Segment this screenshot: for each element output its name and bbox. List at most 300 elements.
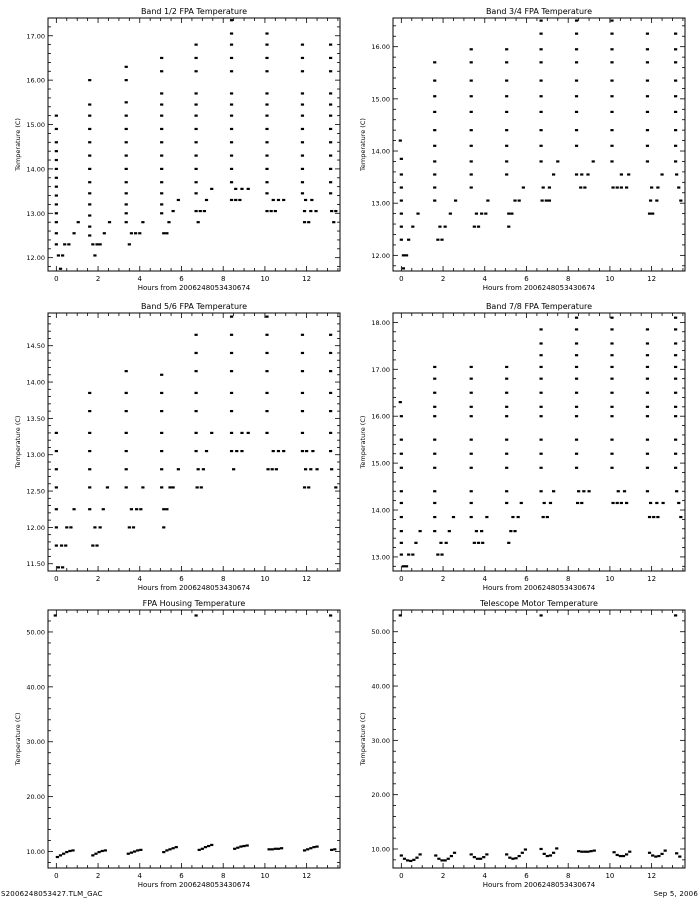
data-point xyxy=(481,542,484,544)
data-point xyxy=(470,516,473,518)
data-point xyxy=(301,432,304,434)
data-point xyxy=(88,168,91,170)
data-point xyxy=(305,450,308,452)
data-point xyxy=(507,213,510,215)
data-point xyxy=(172,847,175,849)
data-point xyxy=(470,467,473,469)
data-point xyxy=(579,186,582,188)
x-tick-label: 8 xyxy=(565,275,571,283)
data-point xyxy=(55,177,58,179)
data-point xyxy=(265,70,268,72)
y-tick-label: 40.00 xyxy=(371,682,390,691)
data-point xyxy=(674,354,677,356)
data-point xyxy=(590,850,593,852)
data-point xyxy=(436,239,439,241)
data-point xyxy=(265,316,268,318)
data-point xyxy=(507,542,510,544)
data-point xyxy=(246,844,249,846)
data-point xyxy=(575,328,578,330)
data-point xyxy=(88,486,91,488)
y-axis-label: Temperature (C) xyxy=(359,415,367,469)
data-point xyxy=(160,374,163,376)
data-point xyxy=(505,129,508,131)
data-point xyxy=(610,342,613,344)
data-point xyxy=(60,544,63,546)
data-point xyxy=(55,486,58,488)
data-point xyxy=(477,226,480,228)
data-point xyxy=(400,199,403,201)
x-tick-label: 2 xyxy=(95,275,101,283)
data-point xyxy=(301,70,304,72)
data-point xyxy=(230,168,233,170)
data-point xyxy=(546,855,549,857)
data-point xyxy=(128,243,131,245)
chart-title: FPA Housing Temperature xyxy=(142,599,246,608)
data-point xyxy=(484,213,487,215)
data-point xyxy=(400,854,403,856)
data-point xyxy=(329,181,332,183)
data-point xyxy=(230,115,233,117)
data-point xyxy=(303,849,306,851)
data-point xyxy=(470,145,473,147)
data-point xyxy=(162,508,165,510)
data-point xyxy=(539,406,542,408)
data-point xyxy=(230,370,233,372)
data-point xyxy=(514,857,517,859)
data-point xyxy=(539,95,542,97)
x-tick-label: 4 xyxy=(482,575,488,583)
data-point xyxy=(102,508,105,510)
data-point xyxy=(94,853,97,855)
data-point xyxy=(88,234,91,236)
data-point xyxy=(68,850,71,852)
x-tick-label: 4 xyxy=(137,872,143,880)
data-point xyxy=(399,139,402,141)
plot-frame xyxy=(393,610,685,868)
y-tick-label: 50.00 xyxy=(26,628,45,637)
data-point xyxy=(125,450,128,452)
data-point xyxy=(575,20,578,22)
data-point xyxy=(610,439,613,441)
data-point xyxy=(125,212,128,214)
data-point xyxy=(301,352,304,354)
data-point xyxy=(55,508,58,510)
data-point xyxy=(329,450,332,452)
x-tick-label: 8 xyxy=(220,872,226,880)
data-point xyxy=(399,401,402,403)
data-point xyxy=(402,254,405,256)
data-point xyxy=(280,847,283,849)
data-point xyxy=(301,154,304,156)
y-tick-label: 12.00 xyxy=(371,251,390,260)
data-point xyxy=(580,502,583,504)
data-point xyxy=(505,453,508,455)
data-point xyxy=(162,851,165,853)
data-point xyxy=(400,226,403,228)
data-point xyxy=(440,553,443,555)
y-tick-label: 16.00 xyxy=(371,412,390,421)
data-point xyxy=(125,432,128,434)
data-point xyxy=(575,439,578,441)
data-point xyxy=(521,852,524,854)
data-point xyxy=(329,392,332,394)
data-point xyxy=(329,370,332,372)
data-point xyxy=(449,213,452,215)
data-point xyxy=(272,450,275,452)
data-point xyxy=(125,154,128,156)
y-tick-label: 40.00 xyxy=(26,683,45,692)
data-point xyxy=(586,173,589,175)
data-point xyxy=(329,115,332,117)
chart-panel-4 xyxy=(359,302,685,592)
data-point xyxy=(332,221,335,223)
data-point xyxy=(55,450,58,452)
y-tick-label: 18.00 xyxy=(371,318,390,327)
data-point xyxy=(93,254,96,256)
data-point xyxy=(576,502,579,504)
data-point xyxy=(207,845,210,847)
data-point xyxy=(61,254,64,256)
data-point xyxy=(592,160,595,162)
data-point xyxy=(610,453,613,455)
data-point xyxy=(304,468,307,470)
data-point xyxy=(160,486,163,488)
data-point xyxy=(575,342,578,344)
data-point xyxy=(301,181,304,183)
data-point xyxy=(88,410,91,412)
data-point xyxy=(539,79,542,81)
data-point xyxy=(470,95,473,97)
data-point xyxy=(610,129,613,131)
data-point xyxy=(677,186,680,188)
data-point xyxy=(301,370,304,372)
data-point xyxy=(314,210,317,212)
y-tick-label: 14.00 xyxy=(26,378,45,387)
data-point xyxy=(63,243,66,245)
data-point xyxy=(88,214,91,216)
data-point xyxy=(329,103,332,105)
data-point xyxy=(160,212,163,214)
data-point xyxy=(674,129,677,131)
data-point xyxy=(433,145,436,147)
data-point xyxy=(125,128,128,130)
data-point xyxy=(580,851,583,853)
data-point xyxy=(312,846,315,848)
data-point xyxy=(433,129,436,131)
y-tick-label: 13.00 xyxy=(26,209,45,218)
data-point xyxy=(168,486,171,488)
data-point xyxy=(652,516,655,518)
data-point xyxy=(72,508,75,510)
data-point xyxy=(230,128,233,130)
data-point xyxy=(646,145,649,147)
data-point xyxy=(539,415,542,417)
data-point xyxy=(301,92,304,94)
data-point xyxy=(539,467,542,469)
data-point xyxy=(204,846,207,848)
x-tick-label: 0 xyxy=(399,872,404,880)
data-point xyxy=(275,468,278,470)
data-point xyxy=(651,213,654,215)
plot-frame xyxy=(48,313,340,571)
data-point xyxy=(59,854,62,856)
data-point xyxy=(200,486,203,488)
data-point xyxy=(433,173,436,175)
data-point xyxy=(265,432,268,434)
data-point xyxy=(548,199,551,201)
x-axis-label: Hours from 2006248053430674 xyxy=(482,284,596,292)
data-point xyxy=(656,186,659,188)
data-point xyxy=(125,141,128,143)
data-point xyxy=(333,848,336,850)
x-tick-label: 10 xyxy=(260,575,270,583)
data-point xyxy=(625,502,628,504)
data-point xyxy=(277,450,280,452)
data-point xyxy=(646,111,649,113)
data-point xyxy=(648,213,651,215)
data-point xyxy=(265,44,268,46)
data-point xyxy=(160,92,163,94)
data-point xyxy=(400,467,403,469)
data-point xyxy=(91,854,94,856)
data-point xyxy=(303,210,306,212)
data-point xyxy=(265,370,268,372)
x-tick-label: 4 xyxy=(482,872,488,880)
data-point xyxy=(88,103,91,105)
data-point xyxy=(433,516,436,518)
data-point xyxy=(433,392,436,394)
data-point xyxy=(414,542,417,544)
data-point xyxy=(265,352,268,354)
data-point xyxy=(194,70,197,72)
data-point xyxy=(415,857,418,859)
data-point xyxy=(552,173,555,175)
x-tick-label: 2 xyxy=(95,575,101,583)
data-point xyxy=(309,847,312,849)
data-point xyxy=(508,857,511,859)
data-point xyxy=(580,173,583,175)
data-point xyxy=(575,111,578,113)
data-point xyxy=(55,159,58,161)
data-point xyxy=(411,226,414,228)
x-tick-label: 8 xyxy=(220,575,226,583)
data-point xyxy=(625,186,628,188)
data-point xyxy=(616,854,619,856)
data-point xyxy=(453,852,456,854)
x-axis-label: Hours from 2006248053430674 xyxy=(137,284,251,292)
x-axis-label: Hours from 2006248053430674 xyxy=(137,584,251,592)
data-point xyxy=(650,186,653,188)
data-point xyxy=(95,243,98,245)
data-point xyxy=(674,160,677,162)
y-tick-label: 11.50 xyxy=(26,560,45,569)
data-point xyxy=(593,850,596,852)
data-point xyxy=(513,530,516,532)
x-tick-label: 12 xyxy=(302,872,312,880)
data-point xyxy=(610,160,613,162)
data-point xyxy=(524,848,527,850)
data-point xyxy=(619,855,622,857)
data-point xyxy=(194,614,197,616)
data-point xyxy=(160,392,163,394)
data-point xyxy=(433,79,436,81)
x-tick-label: 8 xyxy=(565,872,571,880)
data-point xyxy=(194,392,197,394)
data-point xyxy=(433,467,436,469)
data-point xyxy=(210,432,213,434)
data-point xyxy=(575,366,578,368)
data-point xyxy=(509,530,512,532)
data-point xyxy=(616,502,619,504)
data-point xyxy=(400,530,403,532)
data-point xyxy=(196,486,199,488)
x-tick-label: 2 xyxy=(440,575,446,583)
x-tick-label: 12 xyxy=(647,872,657,880)
data-point xyxy=(125,221,128,223)
data-point xyxy=(88,154,91,156)
x-tick-label: 6 xyxy=(524,872,529,880)
data-point xyxy=(271,848,274,850)
data-point xyxy=(172,486,175,488)
data-point xyxy=(436,553,439,555)
data-point xyxy=(649,502,652,504)
data-point xyxy=(582,490,585,492)
data-point xyxy=(433,95,436,97)
data-point xyxy=(400,213,403,215)
data-point xyxy=(55,168,58,170)
data-point xyxy=(505,160,508,162)
x-tick-label: 12 xyxy=(647,575,657,583)
data-point xyxy=(505,95,508,97)
data-point xyxy=(334,210,337,212)
y-tick-label: 12.00 xyxy=(26,254,45,263)
data-point xyxy=(141,486,144,488)
data-point xyxy=(270,210,273,212)
y-tick-label: 13.00 xyxy=(371,553,390,562)
data-point xyxy=(199,210,202,212)
data-point xyxy=(476,858,479,860)
data-point xyxy=(301,450,304,452)
data-point xyxy=(194,432,197,434)
data-point xyxy=(539,490,542,492)
data-point xyxy=(470,48,473,50)
data-point xyxy=(125,410,128,412)
data-point xyxy=(623,490,626,492)
data-point xyxy=(160,154,163,156)
data-point xyxy=(511,516,514,518)
data-point xyxy=(575,392,578,394)
data-point xyxy=(433,439,436,441)
data-point xyxy=(55,526,58,528)
y-tick-label: 50.00 xyxy=(371,628,390,637)
data-point xyxy=(205,199,208,201)
data-point xyxy=(88,79,91,81)
data-point xyxy=(125,79,128,81)
x-tick-label: 6 xyxy=(179,275,184,283)
x-tick-label: 6 xyxy=(179,575,184,583)
data-point xyxy=(539,614,542,616)
data-point xyxy=(470,186,473,188)
data-point xyxy=(194,154,197,156)
data-point xyxy=(234,188,237,190)
data-point xyxy=(575,61,578,63)
data-point xyxy=(552,490,555,492)
data-point xyxy=(104,849,107,851)
data-point xyxy=(646,33,649,35)
data-point xyxy=(71,849,74,851)
y-tick-label: 20.00 xyxy=(26,793,45,802)
data-point xyxy=(162,526,165,528)
data-point xyxy=(610,317,613,319)
data-point xyxy=(480,213,483,215)
data-point xyxy=(470,392,473,394)
data-point xyxy=(646,392,649,394)
data-point xyxy=(411,553,414,555)
data-point xyxy=(330,468,333,470)
plot-frame xyxy=(48,18,340,271)
data-point xyxy=(88,392,91,394)
x-tick-label: 8 xyxy=(220,275,226,283)
y-tick-label: 15.00 xyxy=(26,121,45,130)
data-point xyxy=(307,486,310,488)
data-point xyxy=(646,160,649,162)
data-point xyxy=(194,168,197,170)
x-tick-label: 0 xyxy=(399,275,404,283)
data-point xyxy=(201,848,204,850)
data-point xyxy=(165,232,168,234)
footer-date: Sep 5, 2006 xyxy=(653,890,698,898)
data-point xyxy=(674,415,677,417)
data-point xyxy=(136,849,139,851)
data-point xyxy=(265,168,268,170)
data-point xyxy=(470,129,473,131)
data-point xyxy=(265,141,268,143)
data-point xyxy=(230,410,233,412)
data-point xyxy=(301,103,304,105)
data-point xyxy=(610,33,613,35)
data-point xyxy=(405,254,408,256)
data-point xyxy=(329,70,332,72)
data-point xyxy=(277,848,280,850)
data-point xyxy=(329,141,332,143)
data-point xyxy=(230,154,233,156)
y-tick-label: 12.00 xyxy=(26,523,45,532)
data-point xyxy=(139,508,142,510)
data-point xyxy=(505,490,508,492)
data-point xyxy=(546,516,549,518)
data-point xyxy=(552,852,555,854)
data-point xyxy=(507,226,510,228)
data-point xyxy=(610,415,613,417)
data-point xyxy=(454,199,457,201)
data-point xyxy=(620,173,623,175)
data-point xyxy=(674,439,677,441)
data-point xyxy=(197,221,200,223)
data-point xyxy=(646,490,649,492)
data-point xyxy=(55,468,58,470)
data-point xyxy=(62,853,65,855)
data-point xyxy=(473,542,476,544)
data-point xyxy=(230,199,233,201)
data-point xyxy=(88,181,91,183)
data-point xyxy=(265,181,268,183)
data-point xyxy=(654,855,657,857)
y-tick-label: 13.50 xyxy=(26,414,45,423)
data-point xyxy=(620,502,623,504)
x-tick-label: 0 xyxy=(54,575,59,583)
data-point xyxy=(125,486,128,488)
data-point xyxy=(439,542,442,544)
